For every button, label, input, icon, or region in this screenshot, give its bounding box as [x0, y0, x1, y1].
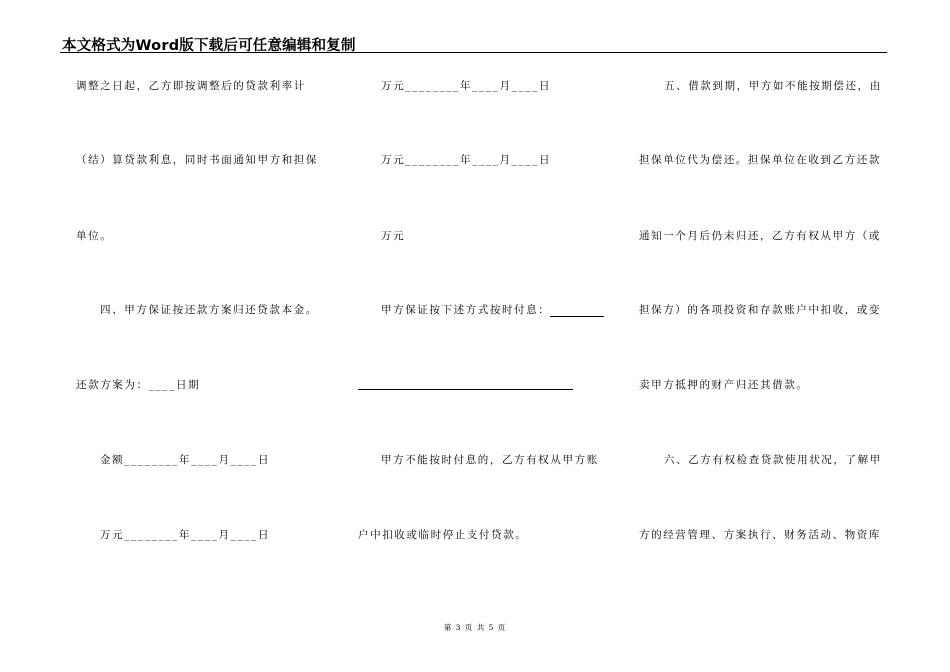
left-column-line-2: （结）算贷款利息，同时书面通知甲方和担保	[76, 154, 318, 166]
interest-method-blank	[550, 316, 604, 317]
header-divider	[60, 52, 887, 53]
right-column-line-7: 方的经营管理、方案执行、财务活动、物资库	[639, 529, 881, 541]
right-column-line-5: 卖甲方抵押的财产归还其借款。	[639, 379, 809, 391]
right-column-line-6: 六、乙方有权检查贷款使用状况，了解甲	[664, 454, 882, 466]
middle-column-line-6: 甲方不能按时付息的，乙方有权从甲方账	[381, 454, 599, 466]
page-number-footer: 第 3 页 共 5 页	[443, 623, 507, 632]
right-column-line-4: 担保方）的各项投资和存款账户中扣收，或变	[639, 304, 881, 316]
left-column-line-1: 调整之日起，乙方即按调整后的贷款利率计	[76, 80, 306, 92]
left-column-line-5: 还款方案为：____日期	[76, 379, 201, 391]
left-column-line-4: 四、甲方保证按还款方案归还贷款本金。	[100, 304, 318, 316]
document-header-title: 本文格式为Word版下载后可任意编辑和复制	[62, 38, 356, 54]
middle-column-line-7: 户中扣收或临时停止支付贷款。	[358, 529, 528, 541]
left-column-line-3: 单位。	[76, 230, 113, 242]
right-column-line-3: 通知一个月后仍未归还，乙方有权从甲方（或	[639, 230, 881, 242]
right-column-line-1: 五、借款到期，甲方如不能按期偿还，由	[664, 80, 882, 92]
middle-column-line-3: 万元	[381, 230, 406, 242]
middle-column-line-4: 甲方保证按下述方式按时付息：	[381, 304, 551, 316]
middle-column-line-2: 万元________年____月____日	[381, 154, 552, 166]
left-column-line-7: 万元________年____月____日	[100, 529, 271, 541]
left-column-line-6: 金额________年____月____日	[100, 454, 271, 466]
middle-column-line-1: 万元________年____月____日	[381, 80, 552, 92]
interest-method-blank-line	[358, 389, 573, 390]
right-column-line-2: 担保单位代为偿还。担保单位在收到乙方还款	[639, 154, 881, 166]
